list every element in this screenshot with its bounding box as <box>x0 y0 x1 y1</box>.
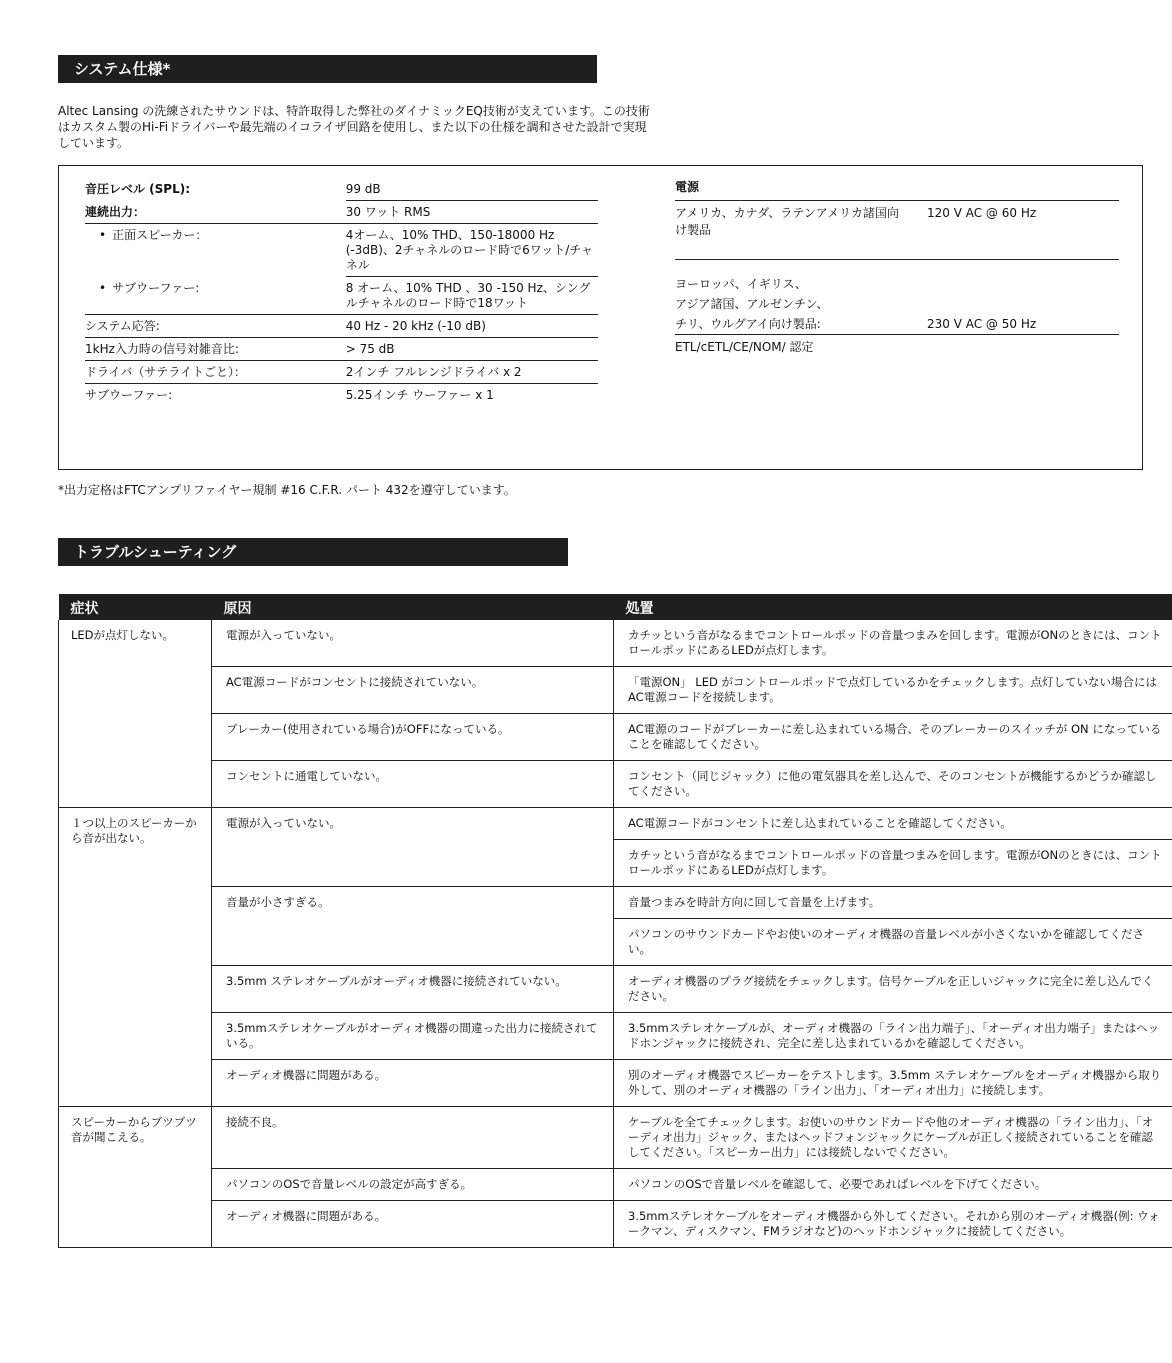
spec-label: サブウーファー: <box>85 388 173 402</box>
power-row-americas <box>675 201 1119 239</box>
symptom-cell: スピーカーからブツブツ音が聞こえる。 <box>59 1107 212 1248</box>
action-cell: パソコンのOSで音量レベルを確認して、必要であればレベルを下げてください。 <box>614 1169 1172 1201</box>
spec-table <box>85 178 598 406</box>
cause-cell: コンセントに通電していない。 <box>212 761 614 808</box>
cause-cell: オーディオ機器に問題がある。 <box>212 1201 614 1248</box>
action-cell: 別のオーディオ機器でスピーカーをテストします。3.5mm ステレオケーブルをオーディオ機器から取り外して、別のオーディオ機器の「ライン出力」、「オーディオ出力」に接続します。 <box>614 1060 1172 1107</box>
spec-label: 連続出力： <box>85 201 346 224</box>
cause-cell: オーディオ機器に問題がある。 <box>212 1060 614 1107</box>
spec-box <box>58 165 1143 470</box>
cause-cell: 電源が入っていない。 <box>212 808 614 887</box>
cause-cell: パソコンのOSで音量レベルの設定が高すぎる。 <box>212 1169 614 1201</box>
table-row <box>59 1013 1172 1060</box>
header-cause: 原因 <box>212 594 614 620</box>
table-row <box>59 761 1172 808</box>
cause-cell: 3.5mmステレオケーブルがオーディオ機器の間違った出力に接続されている。 <box>212 1013 614 1060</box>
spec-value: 4オーム、10% THD、150-18000 Hz (-3dB)、2チャネルのロード時で6ワット/チャネル <box>346 224 598 277</box>
action-cell: 3.5mmステレオケーブルをオーディオ機器から外してください。それから別のオーディオ機器(例: ウォークマン、ディスクマン、FMラジオなど)のヘッドホンジャックに接続してください。 <box>614 1201 1172 1248</box>
action-cell: カチッという音がなるまでコントロールポッドの音量つまみを回します。電源がONのときには、コントロールポッドにあるLEDが点灯します。 <box>614 620 1172 667</box>
spec-row <box>85 361 598 384</box>
table-row <box>59 808 1172 840</box>
spec-label-text: サブウーファー: <box>112 280 200 295</box>
table-row <box>59 714 1172 761</box>
cause-cell: 接続不良。 <box>212 1107 614 1169</box>
cause-cell: 3.5mm ステレオケーブルがオーディオ機器に接続されていない。 <box>212 966 614 1013</box>
spec-label: ドライバ（サテライトごと）： <box>85 361 346 384</box>
action-cell: AC電源コードがコンセントに差し込まれていることを確認してください。 <box>614 808 1172 840</box>
power-region-line: アジア諸国、アルゼンチン、 <box>675 297 829 311</box>
spec-value: 2インチ フルレンジドライバ x 2 <box>346 361 598 384</box>
spec-value: 40 Hz - 20 kHz (-10 dB) <box>346 315 598 338</box>
spec-label <box>85 224 346 277</box>
action-cell: コンセント（同じジャック）に他の電気器具を差し込んで、そのコンセントが機能するかどうか確認してください。 <box>614 761 1172 808</box>
cause-cell: AC電源コードがコンセントに接続されていない。 <box>212 667 614 714</box>
table-row <box>59 1169 1172 1201</box>
spec-row <box>85 178 598 201</box>
action-cell: オーディオ機器のプラグ接続をチェックします。信号ケーブルを正しいジャックに完全に差し込んでください。 <box>614 966 1172 1013</box>
power-region-line: ヨーロッパ、イギリス、 <box>675 277 807 291</box>
table-row <box>59 1107 1172 1169</box>
action-cell: ケーブルを全てチェックします。お使いのサウンドカードや他のオーディオ機器の「ライン出力」、「オーディオ出力」ジャック、またはヘッドフォンジャックにケーブルが正しく接続されていることを確認してください。「スピーカー出力」には接続しないでください。 <box>614 1107 1172 1169</box>
bullet-icon <box>99 228 112 242</box>
power-value: 120 V AC @ 60 Hz <box>927 206 1037 220</box>
spec-value: 99 dB <box>346 178 598 201</box>
symptom-cell: LEDが点灯しない。 <box>59 620 212 808</box>
spec-row <box>85 224 598 277</box>
cause-cell: 電源が入っていない。 <box>212 620 614 667</box>
spec-value: 30 ワット RMS <box>346 201 598 224</box>
table-header-row <box>59 594 1172 620</box>
cause-cell: ブレーカー(使用されている場合)がOFFになっている。 <box>212 714 614 761</box>
bullet-icon <box>99 281 112 295</box>
spec-value: 8 オーム、10% THD 、30 -150 Hz、シングルチャネルのロード時で18ワット <box>346 277 598 315</box>
symptom-cell: １つ以上のスピーカーから音が出ない。 <box>59 808 212 1107</box>
header-action: 処置 <box>614 594 1172 620</box>
spec-value: 5.25インチ ウーファー x 1 <box>345 388 494 402</box>
action-cell: カチッという音がなるまでコントロールポッドの音量つまみを回します。電源がONのときには、コントロールポッドにあるLEDが点灯します。 <box>614 840 1172 887</box>
action-cell: AC電源のコードがブレーカーに差し込まれている場合、そのブレーカーのスイッチが ON になっていることを確認してください。 <box>614 714 1172 761</box>
spec-value: > 75 dB <box>346 338 598 361</box>
table-row <box>59 667 1172 714</box>
spec-label: 1kHz入力時の信号対雑音比: <box>85 338 346 361</box>
spec-row <box>85 384 598 407</box>
table-row <box>59 966 1172 1013</box>
spec-label: システム応答: <box>85 315 346 338</box>
troubleshooting-title: トラブルシューティング <box>58 538 568 566</box>
action-cell: 3.5mmステレオケーブルが、オーディオ機器の「ライン出力端子」、「オーディオ出力端子」またはヘッドホンジャックに接続され、完全に差し込まれているかを確認してください。 <box>614 1013 1172 1060</box>
power-region <box>675 274 927 335</box>
table-body <box>59 620 1172 1248</box>
power-row-europe <box>675 260 1119 335</box>
spec-row <box>85 338 598 361</box>
spec-label <box>85 277 346 315</box>
power-region-line: チリ、ウルグアイ向け製品: <box>675 314 927 335</box>
cause-cell: 音量が小さすぎる。 <box>212 887 614 966</box>
certification-text: ETL/cETL/CE/NOM/ 認定 <box>675 340 814 354</box>
spec-row <box>85 277 598 315</box>
table-row <box>59 1060 1172 1107</box>
power-title: 電源 <box>675 178 1119 201</box>
table-row <box>59 887 1172 919</box>
footnote: *出力定格はFTCアンプリファイヤー規制 #16 C.F.R. パート 432を遵守しています。 <box>58 483 516 497</box>
power-region: アメリカ、カナダ、ラテンアメリカ諸国向け製品 <box>675 206 899 237</box>
spec-label: 音圧レベル (SPL): <box>85 182 191 196</box>
table-row <box>59 1201 1172 1248</box>
troubleshooting-table <box>58 594 1172 1248</box>
action-cell: 音量つまみを時計方向に回して音量を上げます。 <box>614 887 1172 919</box>
spec-label-text: 正面スピーカー： <box>112 228 208 242</box>
table-row <box>59 620 1172 667</box>
spec-intro-text: Altec Lansing の洗練されたサウンドは、特許取得した弊社のダイナミックEQ技術が支えています。この技術はカスタム製のHi-Fiドライバーや最先端のイコライザ回路を使用し、また以下の仕様を調和させた設計で実現しています。 <box>58 104 650 150</box>
action-cell: 「電源ON」 LED がコントロールポッドで点灯しているかをチェックします。点灯していない場合にはAC電源コードを接続します。 <box>614 667 1172 714</box>
spec-section-title: システム仕様* <box>58 55 597 83</box>
power-panel <box>675 178 1119 355</box>
action-cell: パソコンのサウンドカードやお使いのオーディオ機器の音量レベルが小さくないかを確認してください。 <box>614 919 1172 966</box>
spec-row <box>85 315 598 338</box>
spec-row <box>85 201 598 224</box>
power-value: 230 V AC @ 50 Hz <box>927 314 1119 335</box>
header-symptom: 症状 <box>59 594 212 620</box>
